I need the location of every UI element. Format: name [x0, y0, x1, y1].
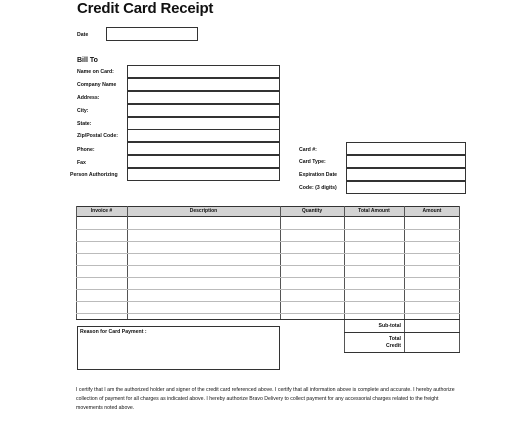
table-row: [76, 229, 460, 230]
col-quantity-header: Quantity: [301, 208, 323, 214]
city-label: City:: [77, 108, 89, 114]
city-field[interactable]: [127, 104, 280, 117]
phone-field[interactable]: [127, 142, 280, 155]
col-amount-header: Amount: [422, 208, 442, 214]
total-credit-label: Total Credit: [386, 336, 401, 349]
table-row: [76, 241, 460, 242]
code-field[interactable]: [346, 181, 466, 194]
table-row: [76, 289, 460, 290]
card-type-label: Card Type:: [299, 159, 326, 165]
company-name-label: Company Name: [77, 82, 117, 88]
table-border-bottom: [344, 352, 460, 353]
phone-label: Phone:: [77, 147, 95, 153]
address-field[interactable]: [127, 91, 280, 104]
table-row: [76, 301, 460, 302]
table-row: [76, 319, 460, 320]
col-line: [127, 206, 128, 319]
col-invoice-header: Invoice #: [90, 208, 113, 214]
page-title: Credit Card Receipt: [77, 0, 214, 17]
card-type-field[interactable]: [346, 155, 466, 168]
bill-to-heading: Bill To: [77, 57, 98, 64]
address-label: Address:: [77, 95, 100, 101]
date-label: Date: [77, 32, 89, 38]
date-field[interactable]: [106, 27, 198, 41]
col-line: [280, 206, 281, 319]
state-label: State:: [77, 121, 92, 127]
zip-label: Zip/Postal Code:: [77, 133, 118, 139]
card-number-label: Card #:: [299, 147, 317, 153]
table-border-left: [76, 206, 77, 319]
subtotal-value-field[interactable]: [405, 320, 459, 332]
subtotal-label: Sub-total: [378, 323, 401, 329]
table-row: [76, 253, 460, 254]
table-row: [76, 265, 460, 266]
company-name-field[interactable]: [127, 78, 280, 91]
expiration-date-label: Expiration Date: [299, 172, 338, 178]
col-total-amount-header: Total Amount: [358, 208, 390, 214]
certification-text: I certify that I am the authorized holder and signer of the credit card referenced above. I certify that all information above is complete and accurate. I hereby authorize collection of payment for all charges as indicated above. I hereby authorize Bravo Delivery to collect payment for any accessorial charges related to the freight movements noted above.: [76, 387, 455, 411]
table-row: [76, 277, 460, 278]
code-label: Code: (3 digits): [299, 185, 337, 191]
person-authorizing-label: Person Authorizing: [70, 172, 118, 178]
table-row: [76, 313, 460, 314]
fax-field[interactable]: [127, 155, 280, 168]
zip-field[interactable]: [127, 129, 280, 142]
total-credit-value-field[interactable]: [405, 333, 459, 352]
name-on-card-label: Name on Card:: [77, 69, 114, 75]
card-number-field[interactable]: [346, 142, 466, 155]
name-on-card-field[interactable]: [127, 65, 280, 78]
col-description-header: Description: [189, 208, 218, 214]
person-authorizing-field[interactable]: [127, 168, 280, 181]
reason-label: Reason for Card Payment :: [80, 329, 147, 335]
fax-label: Fax: [77, 160, 86, 166]
expiration-date-field[interactable]: [346, 168, 466, 181]
